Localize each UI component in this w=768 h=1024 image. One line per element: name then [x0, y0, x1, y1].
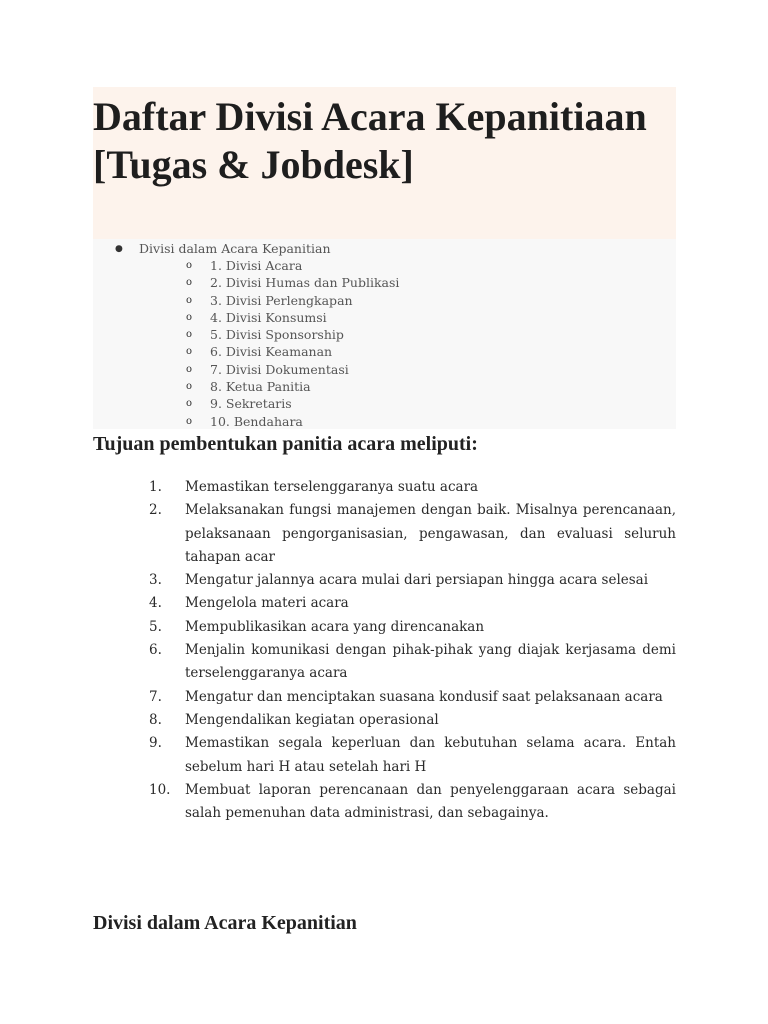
list-number: 5.	[149, 618, 162, 635]
list-number: 8.	[149, 711, 162, 728]
toc-item[interactable]	[93, 309, 676, 326]
toc-item-label[interactable]: 1. Divisi Acara	[210, 258, 303, 273]
list-item-text: Memastikan terselenggaranya suatu acara	[185, 479, 479, 495]
circle-bullet-icon: o	[186, 294, 193, 306]
list-number: 9.	[149, 735, 162, 752]
toc-item-label[interactable]: 2. Divisi Humas dan Publikasi	[210, 275, 400, 291]
bottom-heading: Divisi dalam Acara Kepanitian	[93, 912, 357, 934]
list-number: 4.	[149, 595, 162, 612]
circle-bullet-icon: o	[186, 415, 193, 427]
list-number: 3.	[149, 572, 162, 589]
list-item	[93, 686, 676, 709]
list-number: 7.	[149, 688, 162, 705]
toc-item[interactable]	[93, 413, 676, 430]
toc-item-label[interactable]: 7. Divisi Dokumentasi	[210, 361, 349, 377]
toc-item[interactable]	[93, 292, 676, 309]
list-item-text: Mengatur dan menciptakan suasana kondusif saat pelaksanaan acara	[185, 688, 663, 705]
list-item-text: Memastikan segala keperluan dan kebutuhan selama acara. Entah sebelum hari H atau setelah hari H	[185, 735, 676, 775]
list-item-text: Mengatur jalannya acara mulai dari persiapan hingga acara selesai	[185, 572, 649, 589]
list-item-text: Melaksanakan fungsi manajemen dengan baik. Misalnya perencanaan, pelaksanaan pengorganisasian, pengawasan, dan evaluasi seluruh tahapan acar	[185, 502, 676, 565]
list-number: 6.	[149, 642, 162, 659]
circle-bullet-icon: o	[186, 260, 193, 271]
list-item	[93, 569, 676, 592]
list-item	[93, 779, 676, 826]
list-item	[93, 616, 676, 639]
toc-item[interactable]	[93, 361, 676, 378]
bullet-icon: ●	[115, 244, 123, 254]
circle-bullet-icon: o	[186, 329, 193, 341]
list-item	[93, 639, 676, 686]
circle-bullet-icon: o	[186, 311, 193, 323]
page-title: Daftar Divisi Acara Kepanitiaan [Tugas & Jobdesk]	[93, 94, 647, 187]
toc-item-label[interactable]: 9. Sekretaris	[210, 396, 292, 412]
list-item-text: Menjalin komunikasi dengan pihak-pihak yang diajak kerjasama demi terselenggaranya acara	[185, 642, 676, 682]
goals-list	[93, 476, 676, 825]
list-item	[93, 476, 676, 499]
circle-bullet-icon: o	[186, 398, 193, 410]
list-item	[93, 592, 676, 615]
toc-item-label[interactable]: 3. Divisi Perlengkapan	[210, 292, 353, 308]
toc-main-label[interactable]: Divisi dalam Acara Kepanitian	[139, 241, 331, 256]
circle-bullet-icon: o	[186, 346, 193, 358]
section-heading: Tujuan pembentukan panitia acara meliputi:	[93, 433, 478, 455]
toc-main-item[interactable]	[93, 240, 676, 258]
list-item-text: Membuat laporan perencanaan dan penyelenggaraan acara sebagai salah pemenuhan data administrasi, dan sebagainya.	[185, 781, 676, 822]
circle-bullet-icon: o	[186, 277, 193, 289]
toc-item[interactable]	[93, 395, 676, 412]
toc-item[interactable]	[93, 326, 676, 343]
list-item	[93, 499, 676, 569]
toc-item-label[interactable]: 8. Ketua Panitia	[210, 379, 311, 395]
list-item-text: Mempublikasikan acara yang direncanakan	[185, 618, 485, 635]
list-item-text: Mengelola materi acara	[185, 595, 349, 612]
toc-item[interactable]	[93, 378, 676, 395]
circle-bullet-icon: o	[186, 363, 193, 375]
list-item	[93, 732, 676, 779]
list-number: 10.	[149, 781, 171, 798]
toc-item[interactable]	[93, 343, 676, 360]
title-block	[93, 87, 676, 239]
list-item	[93, 709, 676, 732]
toc-item-label[interactable]: 5. Divisi Sponsorship	[210, 327, 344, 343]
list-item-text: Mengendalikan kegiatan operasional	[185, 711, 439, 728]
table-of-contents	[93, 239, 676, 429]
list-number: 1.	[149, 479, 162, 495]
toc-item-label[interactable]: 10. Bendahara	[210, 413, 303, 429]
circle-bullet-icon: o	[186, 381, 193, 393]
toc-list	[93, 257, 676, 430]
toc-item[interactable]	[93, 274, 676, 291]
toc-item[interactable]	[93, 257, 676, 274]
toc-item-label[interactable]: 6. Divisi Keamanan	[210, 344, 333, 360]
list-number: 2.	[149, 502, 162, 519]
toc-item-label[interactable]: 4. Divisi Konsumsi	[210, 309, 327, 325]
